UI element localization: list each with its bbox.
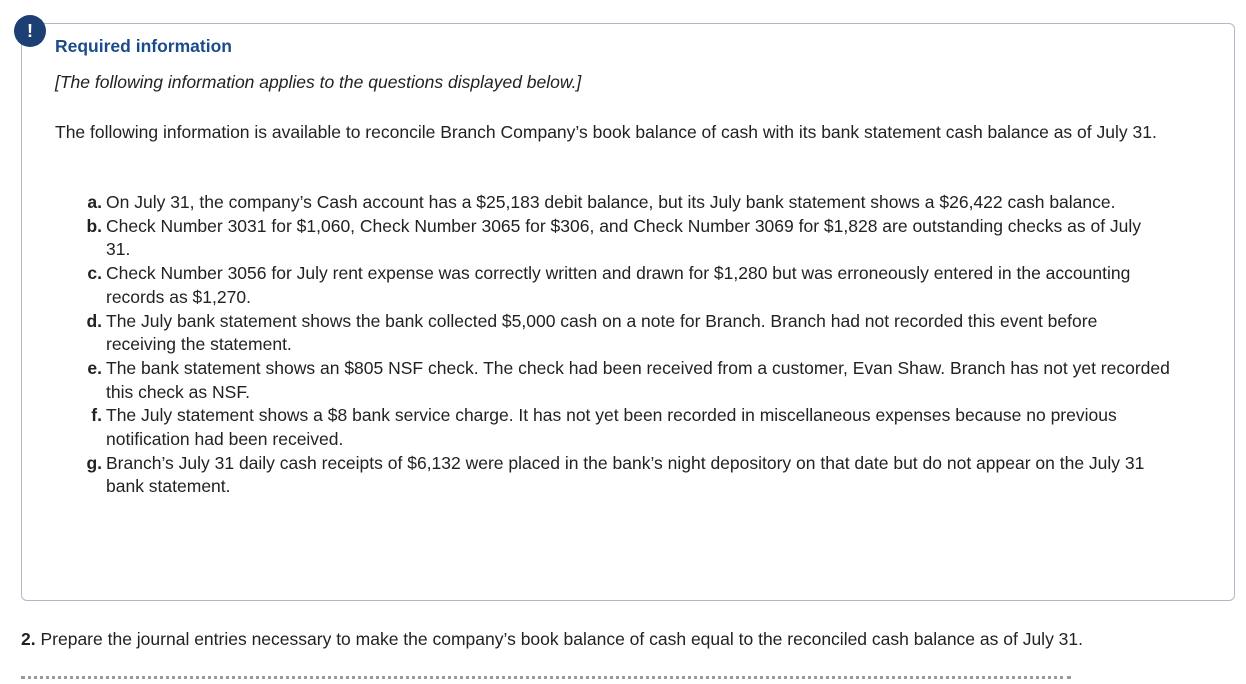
list-item xyxy=(60,404,1170,451)
item-text: The July bank statement shows the bank collected $5,000 cash on a note for Branch. Branch had not recorded this event before receiving the statement. xyxy=(106,310,1098,355)
list-item xyxy=(60,310,1170,357)
panel-note: [The following information applies to the questions displayed below.] xyxy=(55,72,582,92)
item-letter: d. xyxy=(86,310,102,331)
item-letter: g. xyxy=(86,452,102,473)
cutoff-text-line xyxy=(21,676,1071,679)
list-item xyxy=(60,215,1170,262)
item-text: The bank statement shows an $805 NSF check. The check had been received from a customer, Evan Shaw. Branch has not yet recorded this check as NSF. xyxy=(106,357,1170,402)
information-items-list xyxy=(60,191,1170,499)
item-text: Check Number 3031 for $1,060, Check Number 3065 for $306, and Check Number 3069 for $1,828 are outstanding checks as of July 31. xyxy=(106,215,1142,260)
list-item xyxy=(60,357,1170,404)
item-text: The July statement shows a $8 bank service charge. It has not yet been recorded in miscellaneous expenses because no previous notification had been received. xyxy=(106,405,1117,450)
item-text: On July 31, the company’s Cash account has a $25,183 debit balance, but its July bank statement shows a $26,422 cash balance. xyxy=(106,192,1116,212)
item-letter: f. xyxy=(91,405,102,426)
item-letter: c. xyxy=(87,263,102,284)
question-text: Prepare the journal entries necessary to make the company’s book balance of cash equal to the reconciled cash balance as of July 31. xyxy=(40,629,1084,649)
item-letter: a. xyxy=(87,192,102,212)
list-item xyxy=(60,262,1170,309)
panel-heading: Required information xyxy=(55,36,232,56)
item-letter: b. xyxy=(86,215,102,236)
question-prompt xyxy=(21,627,1236,651)
item-text: Check Number 3056 for July rent expense was correctly written and drawn for $1,280 but was erroneously entered in the accounting records as $1,270. xyxy=(106,263,1131,307)
list-item xyxy=(60,452,1170,499)
item-letter: e. xyxy=(87,357,102,378)
question-number: 2. xyxy=(21,629,36,649)
item-text: Branch’s July 31 daily cash receipts of $6,132 were placed in the bank’s night depository on that date but do not appear on the July 31 bank statement. xyxy=(106,452,1145,497)
panel-intro: The following information is available to reconcile Branch Company’s book balance of cash with its bank statement cash balance as of July 31. xyxy=(55,122,1157,142)
alert-icon: ! xyxy=(14,15,46,47)
list-item xyxy=(60,191,1170,215)
